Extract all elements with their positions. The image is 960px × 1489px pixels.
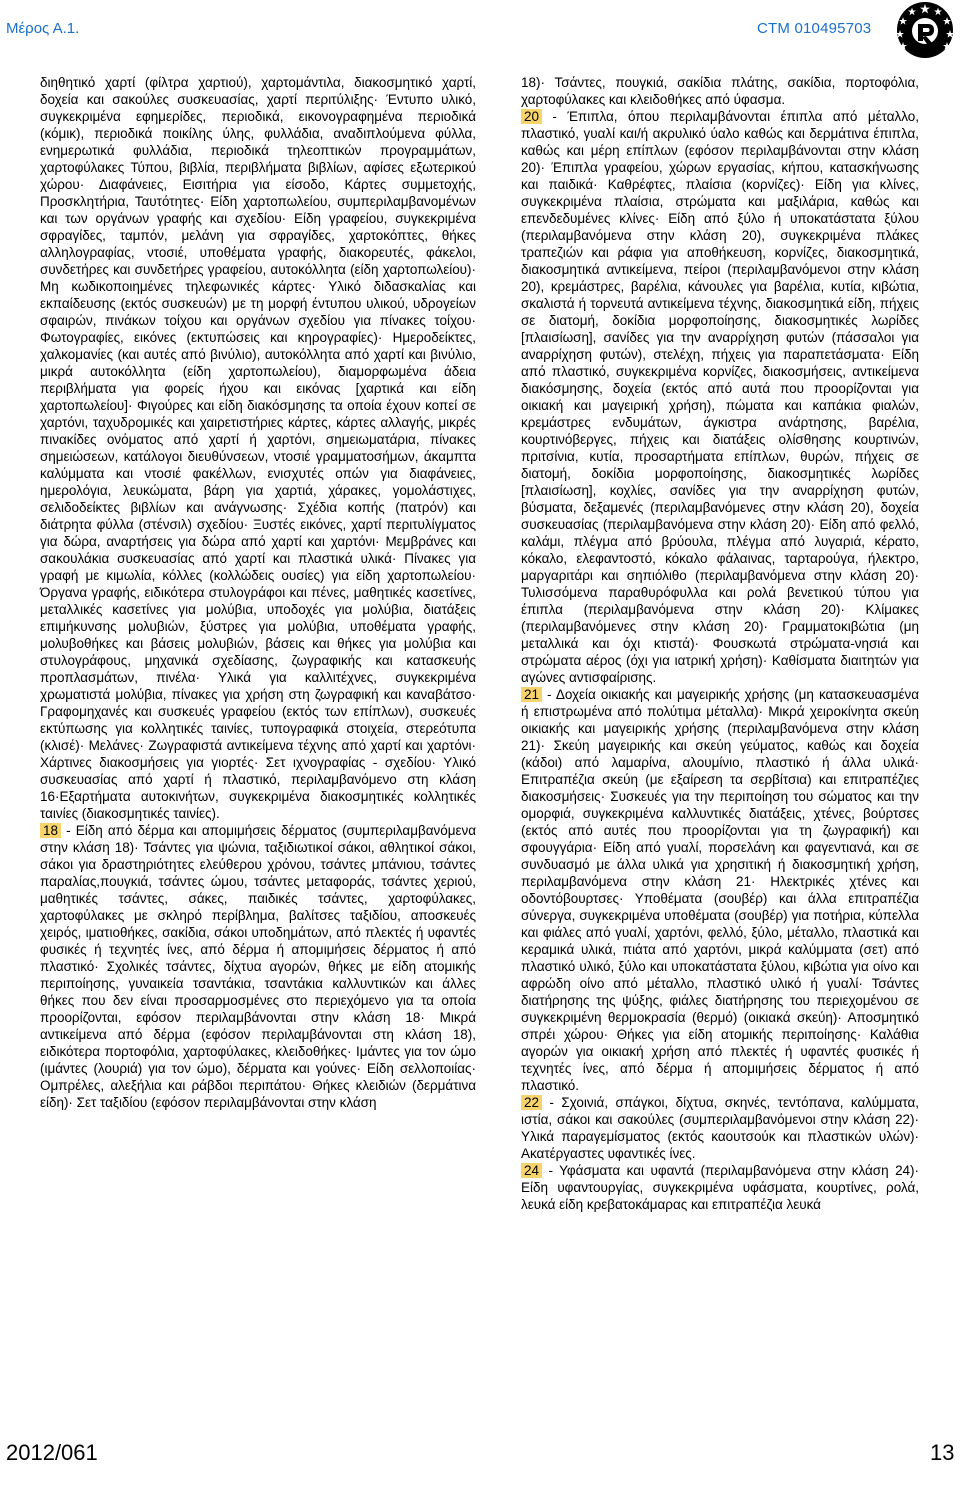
class-number-badge: 22 bbox=[521, 1095, 542, 1110]
page-number: 13 bbox=[930, 1440, 955, 1465]
paragraph-text: - Υφάσματα και υφαντά (περιλαμβανόμενα στην κλάση 24)· Είδη υφαντουργίας, συγκεκριμένα υφάσματα, κουρτίνες, ρολά, λευκά είδη κρεβατοκάμαρας και επιτραπέζια λευκά bbox=[521, 1163, 919, 1212]
paragraph-text: 18)· Τσάντες, πουγκιά, σακίδια πλάτης, σακίδια, πορτοφόλια, χαρτοφύλακες και κλειδοθήκες από ύφασμα. bbox=[521, 75, 919, 107]
paragraph-text: - Είδη από δέρμα και απομιμήσεις δέρματος (συμπεριλαμβανόμενα στην κλάση 18)· Τσάντες για ψώνια, ταξιδιωτικοί σάκοι, αθλητικοί σάκοι, σάκοι για δραστηριότητες ελεύθερου χρόνου, τσάντες μπάνιου, τσάντες παραλίας,πουγκιά, τσάντες ώμου, τσάντες μεταφοράς, τσάντες χεριού, μαθητικές τσάντες, σάκες, παιδικές τσάντες, χαρτοφύλακες, χαρτοφύλακες με σκληρό περίβλημα, βαλίτσες ταξιδίου, αποσκευές χειρός, ιματιοθήκες, σακίδια, σάκοι υποδημάτων, από πλεκτές ή υφαντές φυσικές ή τεχνητές ίνες, από δέρμα ή απομιμήσεις δέρματος ή από πλαστικό· Σχολικές τσάντες, δίχτυα αγορών, θήκες με είδη ατομικής περιποίησης, γυναικεία τσαντάκια, τσαντάκια καλλυντικών και άλλες θήκες που δεν είναι προσαρμοσμένες στο περιεχόμενο για τα οποία προορίζονται, εφόσον περιλαμβάνονται στην κλάση 18· Μικρά αντικείμενα από δέρμα (εφόσον περιλαμβάνονται στη κλάση 18), ειδικότερα πορτοφόλια, χαρτοφύλακες, κλειδοθήκες· Ιμάντες για τον ώμο (ιμάντες (λουριά) για τον ώμο), δέρματα και γούνες· Είδη σελλοποιίας· Ομπρέλες, αλεξήλια και ράβδοι περιπάτου· Θήκες κλειδιών (δερμάτινα είδη)· Σετ ταξιδίου (εφόσον περιλαμβάνονται στην κλάση bbox=[40, 823, 476, 1110]
left-column bbox=[40, 74, 476, 1111]
class-number-badge: 21 bbox=[521, 687, 542, 702]
oami-stars-logo-icon bbox=[893, 0, 957, 60]
goods-paragraph-class-20 bbox=[521, 108, 919, 686]
paragraph-text: - Σχοινιά, σπάγκοι, δίχτυα, σκηνές, τεντόπανα, καλύμματα, ιστία, σάκοι και σακούλες (συμπεριλαμβανόμενοι στην κλάση 22)· Υλικά παραγεμίσματος (εκτός καουτσούκ και πλαστικών υλών)· Ακατέργαστες υφαντικές ίνες. bbox=[521, 1095, 919, 1161]
goods-paragraph-class-24 bbox=[521, 1162, 919, 1213]
goods-paragraph-class-22 bbox=[521, 1094, 919, 1162]
goods-paragraph-class-18-continued bbox=[521, 74, 919, 108]
class-number-badge: 24 bbox=[521, 1163, 542, 1178]
goods-paragraph-class-18 bbox=[40, 822, 476, 1111]
class-number-badge: 18 bbox=[40, 823, 61, 838]
paragraph-text: - Έπιπλα, όπου περιλαμβάνονται έπιπλα από μέταλλο, πλαστικό, γυαλί και/ή ακρυλικό ύαλο καθώς και δερμάτινα έπιπλα, καθώς και μέρη επίπλων (εφόσον περιλαμβάνονται στην κλάση 20)· Έπιπλα γραφείου, χώρων εργασίας, κήπου, κατασκήνωσης και παιδικά· Καθρέφτες, πλαίσια (κορνίζες)· Είδη για κλίνες, συγκεκριμένα πλαίσια, στρώματα και μαξιλάρια, καθώς και επενδεδυμένες κλίνες· Είδη από ξύλο ή υποκατάστατα ξύλου (περιλαμβανόμενα στην κλάση 20), συγκεκριμένα πλάκες τραπεζιών και ράφια για αποθήκευση, κορνίζες, διακοσμητικά, διακοσμητικά αντικείμενα, πείροι (περιλαμβανόμενοι στην κλάση 20), κρεμάστρες, βαρέλια, κάνουλες για βαρέλια, κυτία, κιβώτια, σκαλιστά ή τορνευτά αντικείμενα τέχνης, διακοσμητικά είδη, πήχεις σε διατομή, δοκίδια μορφοποίησης, διακοσμητικές λωρίδες [πλαισίωση], σανίδες για την αναρρίχηση φυτών (πάσσαλοι για αναρρίχηση φυτών), στελέχη, πήχεις για παραπετάσματα· Είδη από πλαστικό, συγκεκριμένα κορνίζες, διακοσμήσεις, αντικείμενα διακόσμησης, δοχεία (εκτός από αυτά που προορίζονται για οικιακή και μαγειρική χρήση), πώματα και καπάκια φιαλών, κρεμάστρες ενδυμάτων, άγκιστρα ανάρτησης, βαρέλια, κουρτινόβεργες, πήχεις και διατάξεις ολίσθησης κουρτινών, πριτσίνια, κυτία, προσαρτήματα επίπλων, θυρών, πήχεις σε διατομή, δοκίδια μορφοποίησης, διακοσμητικές λωρίδες [πλαισίωση], κοχλίες, σανίδες για την αναρρίχηση φυτών, βύσματα, δεξαμενές (περιλαμβανόμενες στην κλάση 20), δοχεία συσκευασίας (περιλαμβανόμενα στην κλάση 20)· Είδη από φελλό, καλάμι, πλέγμα από βρύουλα, πλέγμα από λυγαριά, κέρατο, κόκαλο, ελεφαντοστό, κόκαλο φάλαινας, ταρταρούγα, ήλεκτρο, μαργαριτάρι και σηπιόλιθο (περιλαμβανόμενα στην κλάση 20)· Τυλισσόμενα παραθυρόφυλλα και ρολά βενετικού τύπου για έπιπλα (περιλαμβανόμενα στην κλάση 20)· Κλίμακες (περιλαμβανόμενες στην κλάση 20)· Γραμματοκιβώτια (μη μεταλλικά και όχι κτιστά)· Φουσκωτά στρώματα-νησιά και στρώματα αέρος (όχι για ιατρική χρήση)· Καθίσματα διαιτητών για αγώνες αντισφαίρισης. bbox=[521, 109, 919, 685]
bulletin-number: 2012/061 bbox=[6, 1440, 98, 1465]
ctm-number: CTM 010495703 bbox=[757, 20, 872, 37]
section-label: Μέρος Α.1. bbox=[6, 20, 80, 37]
goods-paragraph-class-21 bbox=[521, 686, 919, 1094]
paragraph-text: - Δοχεία οικιακής και μαγειρικής χρήσης (μη κατασκευασμένα ή επιστρωμένα από πολύτιμα μέταλλα)· Μικρά χειροκίνητα σκεύη οικιακής και μαγειρικής χρήσης (περιλαμβανόμενα στην κλάση 21)· Σκεύη μαγειρικής και σκεύη γεύματος, καθώς και δοχεία (κάδοι) από λαμαρίνα, αλουμίνιο, πλαστικό ή άλλα υλικά· Επιτραπέζια σκεύη (με εξαίρεση τα σερβίτσια) και επιτραπέζιες διακοσμήσεις· Συσκευές για την περιποίηση του σώματος και την ομορφιά, συγκεκριμένα καλλυντικές διατάξεις, χτένες, βούρτσες (εκτός από αυτές που προορίζονται για τη ζωγραφική) και σφουγγάρια· Είδη από γυαλί, πορσελάνη και φαγεντιανά, και σε συνδυασμό με άλλα υλικά για χρησιτική ή διακοσμητική χρήση, περιλαμβανόμενα στην κλάση 21· Ηλεκτρικές χτένες και οδοντόβουρτσες· Υποθέματα (σουβέρ) και άλλα επιτραπέζια σύνεργα, συγκεκριμένα υποθέματα (σουβέρ) για ποτήρια, κύπελλα και φιάλες από γυαλί, χαρτόνι, φελλό, ξύλο, μέταλλο, πλαστικά και κεραμικά υλικά, πιάτα από χαρτόνι, μικρά καλύμματα (σετ) από πλαστικό υλικό, ξύλο και υποκατάστατα ξύλου, κιβώτια για οίνο και αφρώδη οίνο από μέταλλο, πλαστικό υλικό ή γυαλί· Τσάντες διατήρησης της ψύξης, φιάλες διατήρησης του περιεχομένου σε συγκεκριμένη θερμοκρασία (θερμό) (οικιακά σκεύη)· Αποσμητικό σπρέι χώρου· Θήκες για είδη ατομικής περιποίησης· Καλάθια αγορών για οικιακή χρήση από πλεκτές ή υφαντές φυσικές ή τεχνητές ίνες, από δέρμα ή απομιμήσεις δέρματος ή από πλαστικό. bbox=[521, 687, 919, 1093]
page-header bbox=[0, 0, 960, 62]
right-column bbox=[521, 74, 919, 1213]
paragraph-text: διηθητικό χαρτί (φίλτρα χαρτιού), χαρτομάντιλα, διακοσμητικό χαρτί, δοχεία και σακούλες συσκευασίας, χαρτί περιτύλιξης· Έντυπο υλικό, συγκεκριμένα εφημερίδες, περιοδικά, εικονογραφημένα περιοδικά (κόμικ), περιοδικά ποικίλης ύλης, φυλλάδια, αναδιπλούμενα φύλλα, ενημερωτικά φυλλάδια, περιοδικά τηλεοπτικών προγραμμάτων, χαρτοφύλακες Τύπου, βιβλία, περιβλήματα βιβλίων, αφίσες εξωτερικού χώρου· Διαφάνειες, Εισιτήρια για είσοδο, Κάρτες συμμετοχής, Προσκλητήρια, Ταυτότητες· Είδη χαρτοπωλείου, συμπεριλαμβανομένων και των οργάνων γραφής και σχεδίου· Είδη γραφείου, συγκεκριμένα σφραγίδες, ταμπόν, μελάνη για σφραγίδες, χαρτοκόπτες, θήκες αλληλογραφίας, ντοσιέ, υποθέματα γραφής, διακορευτές, φάκελοι, συνδετήρες και συνδετήρες γραφείου, αυτοκόλλητα (είδη χαρτοπωλείου)· Μη κωδικοποιημένες τηλεφωνικές κάρτες· Υλικό διδασκαλίας και εκπαίδευσης (εκτός συσκευών) με τη μορφή έντυπου υλικού, υδρογείων σφαιρών, πινάκων τοίχου και οργάνων σχεδίου για πίνακες τοίχου· Φωτογραφίες, εικόνες (εκτυπώσεις και κηρογραφίες)· Ημεροδείκτες, χαλκομανίες (και αυτές από βινύλιο), αυτοκόλλητα από χαρτί και βινύλιο, μικρά αυτοκόλλητα (είδη χαρτοπωλείου), διαμορφωμένα άδεια περιβλήματα για φορείς ήχου και εικόνας [χαρτικά και είδη χαρτοπωλείου]· Φιγούρες και είδη διακόσμησης τα οποία έχουν κοπεί σε χαρτόνι, ταχυδρομικές και χαιρετιστήριες κάρτες, κάρτες αλλαγής, μικρές πινακίδες ονόματος από χαρτί ή χαρτόνι, σημειωματάρια, πίνακες σημειώσεων, κατάλογοι διευθύνσεων, ντοσιέ γραμματοσήμων, άκαμπτα καλύμματα και ντοσιέ φακέλλων, ενισχυτές οπών για διαφάνειες, ημερολόγια, λευκώματα, βάρη για χαρτιά, χάρακες, γομολάστιχες, σελιδοδείκτες βιβλίων και ανάγνωσης· Σχέδια κοπής (πατρόν) και διάτρητα φύλλα (στένσιλ) σχεδίου· Ξυστές εικόνες, χαρτί περιτυλίγματος για δώρα, αναρτήσεις για δώρα από χαρτί και χαρτόνι· Μεμβράνες και σακουλάκια συσκευασίας από χαρτί και πλαστικά υλικά· Πίνακες για γραφή με κιμωλία, κόλλες (κολλώδεις ουσίες) για είδη χαρτοπωλείου· Όργανα γραφής, ειδικότερα στυλογράφοι και πένες, μαθητικές κασετίνες, μεταλλικές κασετίνες για μολύβια, υποδοχές για μολύβια, διατάξεις επιμήκυνσης μολυβιών, ξύστρες για μολύβια, υποθέματα γραφής, μολυβοθήκες και βάσεις μολυβιών, βάσεις και θήκες για μολύβια και στυλογράφους, μηχανικά σχεδίασης, ζωγραφικής και κατασκευής πρoπλασμάτων, πινέλα· Υλικά για καλλιτέχνες, συγκεκριμένα χρωματιστά μολύβια, πίνακες για χρήση στη ζωγραφική και καναβάτσο· Γραφομηχανές και συσκευές γραφείου (εκτός των επίπλων), συσκευές εκτύπωσης για κολλητικές ταινίες, τυπογραφικά στοιχεία, στερεότυπα (κλισέ)· Μελάνες· Ζωγραφιστά αντικείμενα τέχνης από χαρτί και χαρτόνι· Χάρτινες διακοσμήσεις για γιορτές· Σετ ιχνογραφίας - σχεδίου· Υλικό συσκευασίας από χαρτί ή πλαστικό, περιλαμβανόμενο στη κλάση 16·Εξαρτήματα αυτοκινήτων, συγκεκριμένα διακοσμητικές κολλητικές ταινίες (διακοσμητικές ταινίες). bbox=[40, 75, 476, 821]
goods-paragraph-class-16-continued bbox=[40, 74, 476, 822]
class-number-badge: 20 bbox=[521, 109, 542, 124]
